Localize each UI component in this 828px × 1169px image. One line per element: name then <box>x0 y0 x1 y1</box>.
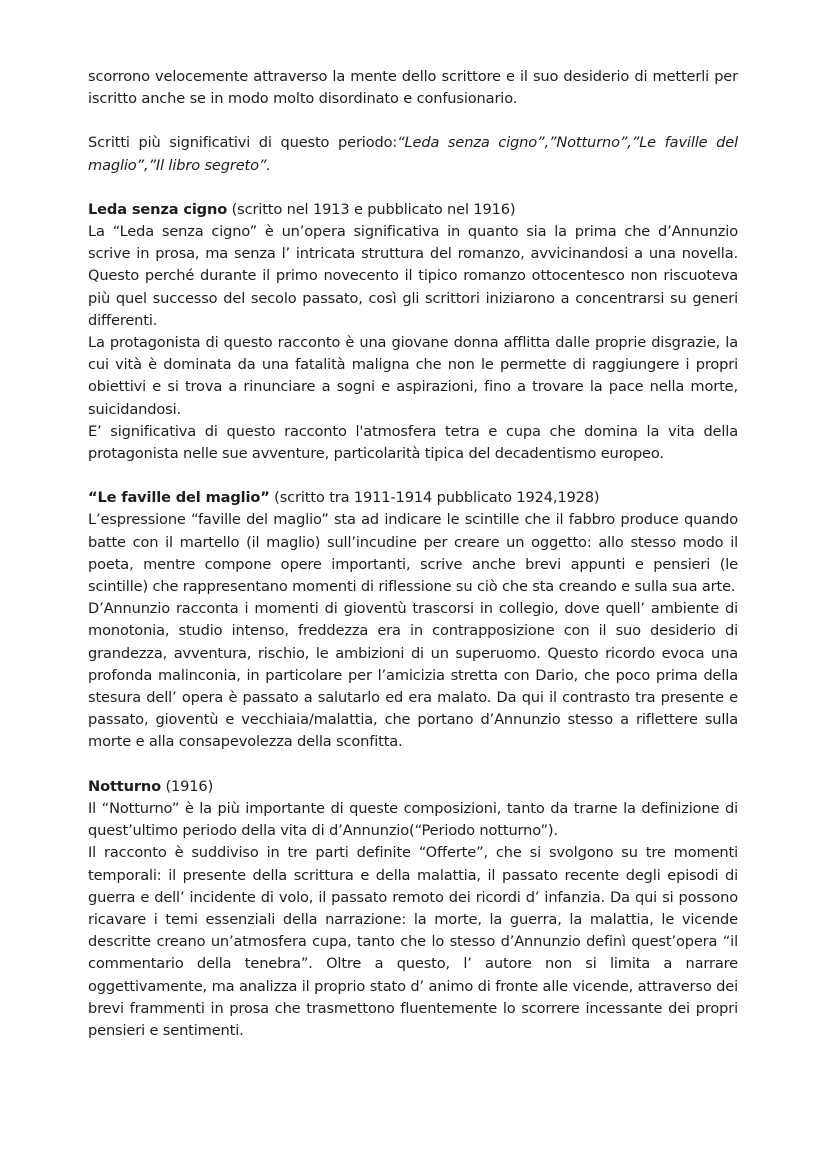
notturno-paragraph-2: Il racconto è suddiviso in tre parti definite “Offerte”, che si svolgono su tre momenti temporali: il presente della scrittura e della malattia, il passato recente degli episodi di guerra e dell’ incidente di volo, il passato remoto dei ricordi d’ infanzia. Da qui si possono ricavare i temi essenziali della narrazione: la morte, la guerra, la malattia, le vicende descritte creano un’atmosfera cupa, tanto che lo stesso d’Annunzio definì quest’opera “il commentario della tenebra”. Oltre a questo, l’ autore non si limita a narrare oggettivamente, ma analizza il proprio stato d’ animo di fronte alle vicende, attraverso dei brevi frammenti in prosa che trasmettono fluentemente lo scorrere incessante dei propri pensieri e sentimenti. <box>88 844 738 1039</box>
faville-heading <box>88 487 738 509</box>
significant-works-prefix: Scritti più significativi di questo periodo: <box>88 134 398 152</box>
leda-heading <box>88 199 738 221</box>
notturno-heading <box>88 776 738 798</box>
significant-works-titles: “Leda senza cigno”,”Notturno”,”Le faville del maglio”,”Il libro segreto”. <box>88 134 738 174</box>
faville-paragraph-2: D’Annunzio racconta i momenti di gioventù trascorsi in collegio, dove quell’ ambiente di monotonia, studio intenso, freddezza era in contrapposizione con il suo desiderio di grandezza, avventura, rischio, le ambizioni di un superuomo. Questo ricordo evoca una profonda malinconia, in particolare per l’amicizia stretta con Dario, che poco prima della stesura dell’ opera è passato a salutarlo ed era malato. Da qui il contrasto tra presente e passato, gioventù e vecchiaia/malattia, che portano d’Annunzio stesso a riflettere sulla morte e alla consapevolezza della sconfitta. <box>88 600 738 751</box>
leda-paragraph-1: La “Leda senza cigno” è un’opera significativa in quanto sia la prima che d’Annunzio scrive in prosa, ma senza l’ intricata struttura del romanzo, avvicinandosi a una novella. Questo perché durante il primo novecento il tipico romanzo ottocentesco non riscuoteva più quel successo del secolo passato, così gli scrittori iniziarono a concentrarsi su generi differenti. <box>88 223 738 329</box>
notturno-paragraph-1: Il “Notturno” è la più importante di queste composizioni, tanto da trarne la definizione di quest’ultimo periodo della vita di d’Annunzio(“Periodo notturno”). <box>88 799 738 840</box>
spacer <box>88 754 738 776</box>
faville-paragraph-1: L’espressione “faville del maglio” sta ad indicare le scintille che il fabbro produce quando batte con il martello (il maglio) sull’incudine per creare un oggetto: allo stesso modo il poeta, mentre compone opere importanti, scrive anche brevi appunti e pensieri (le scintille) che rappresentano momenti di riflessione su ciò che sta creando e sulla sua arte. <box>88 511 738 596</box>
faville-title: “Le faville del maglio” <box>88 489 270 507</box>
leda-subtitle: (scritto nel 1913 e pubblicato nel 1916) <box>227 200 516 218</box>
intro-paragraph: scorrono velocemente attraverso la mente dello scrittore e il suo desiderio di metterli per iscritto anche se in modo molto disordinato e confusionario. <box>88 68 738 108</box>
leda-paragraph-3: E’ significativa di questo racconto l'atmosfera tetra e cupa che domina la vita della protagonista nelle sue avventure, particolarità tipica del decadentismo europeo. <box>88 422 738 463</box>
significant-works-paragraph <box>88 132 738 176</box>
notturno-title: Notturno <box>88 777 161 795</box>
spacer <box>88 465 738 487</box>
faville-subtitle: (scritto tra 1911-1914 pubblicato 1924,1928) <box>269 489 600 507</box>
spacer <box>88 177 738 199</box>
notturno-subtitle: (1916) <box>161 777 214 795</box>
leda-title: Leda senza cigno <box>88 200 228 218</box>
document-page <box>88 66 738 1042</box>
leda-paragraph-2: La protagonista di questo racconto è una giovane donna afflitta dalle proprie disgrazie, la cui vità è dominata da una fatalità maligna che non le permette di raggiungere i propri obiettivi e si trova a rinunciare a sogni e aspirazioni, fino a trovare la pace nella morte, suicidandosi. <box>88 334 738 418</box>
spacer <box>88 110 738 132</box>
